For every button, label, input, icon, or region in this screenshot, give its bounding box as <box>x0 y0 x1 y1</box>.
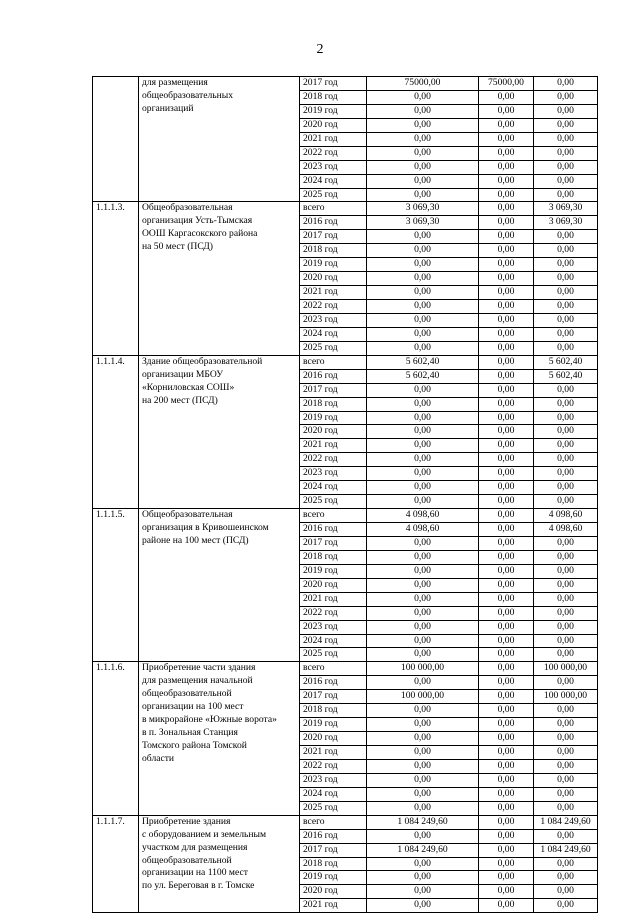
regional-value: 5 602,40 <box>534 355 598 369</box>
federal-value: 0,00 <box>479 606 534 620</box>
item-name-line: для размещения начальной <box>142 675 253 687</box>
federal-value: 0,00 <box>479 690 534 704</box>
period-cell: 2019 год <box>300 718 367 732</box>
period-cell: 2016 год <box>300 829 367 843</box>
federal-value: 0,00 <box>479 704 534 718</box>
table-row <box>93 202 598 216</box>
item-name-line: Томского района Томской <box>142 740 247 751</box>
regional-value: 0,00 <box>534 732 598 746</box>
total-value: 0,00 <box>367 160 479 174</box>
period-cell: 2023 год <box>300 773 367 787</box>
total-value: 0,00 <box>367 578 479 592</box>
regional-value: 3 069,30 <box>534 216 598 230</box>
total-value: 0,00 <box>367 132 479 146</box>
regional-value: 0,00 <box>534 118 598 132</box>
federal-value: 0,00 <box>479 871 534 885</box>
item-name <box>139 815 300 913</box>
federal-value: 0,00 <box>479 439 534 453</box>
regional-value: 0,00 <box>534 397 598 411</box>
federal-value: 0,00 <box>479 550 534 564</box>
federal-value: 75000,00 <box>479 77 534 91</box>
federal-value: 0,00 <box>479 564 534 578</box>
period-cell: 2019 год <box>300 104 367 118</box>
regional-value: 0,00 <box>534 230 598 244</box>
regional-value: 100 000,00 <box>534 690 598 704</box>
regional-value: 3 069,30 <box>534 202 598 216</box>
regional-value: 4 098,60 <box>534 523 598 537</box>
period-cell: 2021 год <box>300 899 367 913</box>
period-cell: 2022 год <box>300 759 367 773</box>
federal-value: 0,00 <box>479 397 534 411</box>
total-value: 0,00 <box>367 634 479 648</box>
period-cell: 2017 год <box>300 690 367 704</box>
table-row <box>93 815 598 829</box>
federal-value: 0,00 <box>479 829 534 843</box>
item-name-line: организация в Кривошеинском <box>142 522 269 533</box>
period-cell: 2017 год <box>300 536 367 550</box>
federal-value: 0,00 <box>479 467 534 481</box>
item-name-line: Общеобразовательная <box>142 509 233 521</box>
regional-value: 0,00 <box>534 258 598 272</box>
period-cell: 2022 год <box>300 146 367 160</box>
federal-value: 0,00 <box>479 634 534 648</box>
item-name-line: ООШ Каргасокского района <box>142 228 258 240</box>
federal-value: 0,00 <box>479 327 534 341</box>
federal-value: 0,00 <box>479 188 534 202</box>
item-name <box>139 662 300 815</box>
period-cell: 2021 год <box>300 746 367 760</box>
period-cell: 2017 год <box>300 230 367 244</box>
total-value: 0,00 <box>367 258 479 272</box>
federal-value: 0,00 <box>479 104 534 118</box>
period-cell: 2021 год <box>300 592 367 606</box>
period-cell: 2025 год <box>300 648 367 662</box>
item-name-line: Здание общеобразовательной <box>142 355 263 367</box>
table-row <box>93 662 598 676</box>
total-value: 0,00 <box>367 676 479 690</box>
federal-value: 0,00 <box>479 885 534 899</box>
item-name-line: общеобразовательных <box>142 89 233 101</box>
period-cell: 2019 год <box>300 411 367 425</box>
federal-value: 0,00 <box>479 787 534 801</box>
period-cell: 2022 год <box>300 453 367 467</box>
federal-value: 0,00 <box>479 300 534 314</box>
total-value: 0,00 <box>367 411 479 425</box>
total-value: 4 098,60 <box>367 509 479 523</box>
federal-value: 0,00 <box>479 676 534 690</box>
period-cell: 2022 год <box>300 606 367 620</box>
item-name-line: на 200 мест (ПСД) <box>142 394 218 406</box>
regional-value: 0,00 <box>534 676 598 690</box>
regional-value: 0,00 <box>534 174 598 188</box>
item-code: 1.1.1.4. <box>93 355 139 508</box>
period-cell: 2019 год <box>300 564 367 578</box>
regional-value: 0,00 <box>534 313 598 327</box>
period-cell: всего <box>300 509 367 523</box>
federal-value: 0,00 <box>479 341 534 355</box>
period-cell: 2016 год <box>300 676 367 690</box>
federal-value: 0,00 <box>479 369 534 383</box>
item-name-line: Общеобразовательная <box>142 202 233 214</box>
regional-value: 0,00 <box>534 272 598 286</box>
period-cell: 2017 год <box>300 383 367 397</box>
period-cell: 2021 год <box>300 286 367 300</box>
item-name-line: организации на 100 мест <box>142 701 244 713</box>
regional-value: 4 098,60 <box>534 509 598 523</box>
period-cell: 2018 год <box>300 397 367 411</box>
regional-value: 0,00 <box>534 759 598 773</box>
regional-value: 0,00 <box>534 787 598 801</box>
regional-value: 0,00 <box>534 495 598 509</box>
regional-value: 0,00 <box>534 871 598 885</box>
regional-value: 1 084 249,60 <box>534 843 598 857</box>
total-value: 0,00 <box>367 829 479 843</box>
federal-value: 0,00 <box>479 732 534 746</box>
period-cell: 2024 год <box>300 634 367 648</box>
federal-value: 0,00 <box>479 592 534 606</box>
total-value: 0,00 <box>367 801 479 815</box>
federal-value: 0,00 <box>479 216 534 230</box>
item-name-line: Приобретение здания <box>142 815 231 827</box>
regional-value: 0,00 <box>534 634 598 648</box>
total-value: 0,00 <box>367 732 479 746</box>
federal-value: 0,00 <box>479 146 534 160</box>
item-name-line: организация Усть-Тымская <box>142 215 253 227</box>
total-value: 0,00 <box>367 606 479 620</box>
item-name-line: общеобразовательной <box>142 688 232 700</box>
period-cell: 2019 год <box>300 871 367 885</box>
total-value: 0,00 <box>367 174 479 188</box>
regional-value: 0,00 <box>534 132 598 146</box>
federal-value: 0,00 <box>479 383 534 397</box>
regional-value: 0,00 <box>534 286 598 300</box>
period-cell: 2020 год <box>300 425 367 439</box>
federal-value: 0,00 <box>479 620 534 634</box>
regional-value: 0,00 <box>534 327 598 341</box>
total-value: 0,00 <box>367 718 479 732</box>
total-value: 0,00 <box>367 146 479 160</box>
period-cell: всего <box>300 662 367 676</box>
item-name-line: области <box>142 752 175 764</box>
total-value: 0,00 <box>367 272 479 286</box>
period-cell: 2020 год <box>300 272 367 286</box>
item-name-line: по ул. Береговая в г. Томске <box>142 880 255 892</box>
period-cell: 2024 год <box>300 327 367 341</box>
federal-value: 0,00 <box>479 718 534 732</box>
federal-value: 0,00 <box>479 523 534 537</box>
federal-value: 0,00 <box>479 118 534 132</box>
federal-value: 0,00 <box>479 425 534 439</box>
period-cell: 2025 год <box>300 341 367 355</box>
federal-value: 0,00 <box>479 481 534 495</box>
total-value: 100 000,00 <box>367 690 479 704</box>
federal-value: 0,00 <box>479 313 534 327</box>
item-name-line: с оборудованием и земельным <box>142 828 267 840</box>
total-value: 0,00 <box>367 244 479 258</box>
total-value: 0,00 <box>367 397 479 411</box>
page-number: 2 <box>316 42 324 57</box>
total-value: 0,00 <box>367 188 479 202</box>
regional-value: 5 602,40 <box>534 369 598 383</box>
period-cell: 2023 год <box>300 160 367 174</box>
total-value: 5 602,40 <box>367 355 479 369</box>
regional-value: 0,00 <box>534 718 598 732</box>
total-value: 0,00 <box>367 495 479 509</box>
item-code: 1.1.1.6. <box>93 662 139 815</box>
period-cell: 2025 год <box>300 495 367 509</box>
federal-value: 0,00 <box>479 272 534 286</box>
federal-value: 0,00 <box>479 815 534 829</box>
period-cell: 2021 год <box>300 439 367 453</box>
period-cell: всего <box>300 815 367 829</box>
regional-value: 0,00 <box>534 550 598 564</box>
federal-value: 0,00 <box>479 160 534 174</box>
total-value: 0,00 <box>367 787 479 801</box>
item-name-line: в п. Зональная Станция <box>142 727 238 739</box>
item-name-line: районе на 100 мест (ПСД) <box>142 534 249 546</box>
regional-value: 0,00 <box>534 620 598 634</box>
regional-value: 0,00 <box>534 467 598 481</box>
period-cell: 2016 год <box>300 523 367 537</box>
regional-value: 0,00 <box>534 899 598 913</box>
total-value: 0,00 <box>367 300 479 314</box>
total-value: 0,00 <box>367 383 479 397</box>
item-name-line: в микрорайоне «Южные ворота» <box>142 714 277 726</box>
total-value: 0,00 <box>367 564 479 578</box>
regional-value: 100 000,00 <box>534 662 598 676</box>
federal-value: 0,00 <box>479 495 534 509</box>
total-value: 0,00 <box>367 773 479 787</box>
regional-value: 0,00 <box>534 481 598 495</box>
table-row <box>93 77 598 91</box>
total-value: 0,00 <box>367 885 479 899</box>
item-name-line: общеобразовательной <box>142 854 232 866</box>
federal-value: 0,00 <box>479 355 534 369</box>
federal-value: 0,00 <box>479 90 534 104</box>
total-value: 0,00 <box>367 313 479 327</box>
period-cell: 2024 год <box>300 787 367 801</box>
federal-value: 0,00 <box>479 759 534 773</box>
total-value: 3 069,30 <box>367 216 479 230</box>
period-cell: 2020 год <box>300 885 367 899</box>
total-value: 0,00 <box>367 899 479 913</box>
federal-value: 0,00 <box>479 857 534 871</box>
federal-value: 0,00 <box>479 286 534 300</box>
regional-value: 0,00 <box>534 592 598 606</box>
federal-value: 0,00 <box>479 662 534 676</box>
period-cell: 2018 год <box>300 244 367 258</box>
item-name-line: участком для размещения <box>142 841 248 853</box>
federal-value: 0,00 <box>479 648 534 662</box>
item-name-line: для размещения <box>142 77 208 88</box>
item-name-line: «Корниловская СОШ» <box>142 381 235 393</box>
regional-value: 0,00 <box>534 244 598 258</box>
total-value: 0,00 <box>367 453 479 467</box>
total-value: 0,00 <box>367 704 479 718</box>
total-value: 0,00 <box>367 648 479 662</box>
total-value: 1 084 249,60 <box>367 843 479 857</box>
federal-value: 0,00 <box>479 174 534 188</box>
regional-value: 1 084 249,60 <box>534 815 598 829</box>
regional-value: 0,00 <box>534 104 598 118</box>
federal-value: 0,00 <box>479 746 534 760</box>
total-value: 0,00 <box>367 550 479 564</box>
period-cell: 2025 год <box>300 188 367 202</box>
item-name <box>139 509 300 662</box>
regional-value: 0,00 <box>534 188 598 202</box>
regional-value: 0,00 <box>534 885 598 899</box>
federal-value: 0,00 <box>479 773 534 787</box>
regional-value: 0,00 <box>534 746 598 760</box>
item-name <box>139 355 300 508</box>
period-cell: 2023 год <box>300 620 367 634</box>
total-value: 0,00 <box>367 327 479 341</box>
regional-value: 0,00 <box>534 453 598 467</box>
period-cell: 2017 год <box>300 77 367 91</box>
federal-value: 0,00 <box>479 899 534 913</box>
total-value: 0,00 <box>367 90 479 104</box>
period-cell: 2024 год <box>300 174 367 188</box>
period-cell: всего <box>300 202 367 216</box>
federal-value: 0,00 <box>479 453 534 467</box>
total-value: 0,00 <box>367 536 479 550</box>
federal-value: 0,00 <box>479 230 534 244</box>
period-cell: 2023 год <box>300 313 367 327</box>
period-cell: 2018 год <box>300 550 367 564</box>
federal-value: 0,00 <box>479 578 534 592</box>
regional-value: 0,00 <box>534 704 598 718</box>
total-value: 3 069,30 <box>367 202 479 216</box>
total-value: 4 098,60 <box>367 523 479 537</box>
total-value: 0,00 <box>367 286 479 300</box>
total-value: 0,00 <box>367 425 479 439</box>
regional-value: 0,00 <box>534 536 598 550</box>
total-value: 75000,00 <box>367 77 479 91</box>
table-row <box>93 355 598 369</box>
period-cell: 2017 год <box>300 843 367 857</box>
total-value: 0,00 <box>367 481 479 495</box>
federal-value: 0,00 <box>479 202 534 216</box>
regional-value: 0,00 <box>534 383 598 397</box>
total-value: 0,00 <box>367 230 479 244</box>
item-name-line: организации МБОУ <box>142 368 224 380</box>
budget-table <box>92 76 598 913</box>
item-code: 1.1.1.5. <box>93 509 139 662</box>
item-code: 1.1.1.7. <box>93 815 139 913</box>
period-cell: 2023 год <box>300 467 367 481</box>
regional-value: 0,00 <box>534 564 598 578</box>
total-value: 0,00 <box>367 759 479 773</box>
federal-value: 0,00 <box>479 801 534 815</box>
total-value: 0,00 <box>367 341 479 355</box>
period-cell: 2018 год <box>300 90 367 104</box>
item-name <box>139 77 300 202</box>
item-name-line: организаций <box>142 102 194 114</box>
federal-value: 0,00 <box>479 536 534 550</box>
regional-value: 0,00 <box>534 77 598 91</box>
period-cell: 2025 год <box>300 801 367 815</box>
period-cell: 2024 год <box>300 481 367 495</box>
regional-value: 0,00 <box>534 439 598 453</box>
total-value: 0,00 <box>367 871 479 885</box>
regional-value: 0,00 <box>534 648 598 662</box>
item-name-line: организации на 1100 мест <box>142 867 248 879</box>
total-value: 0,00 <box>367 104 479 118</box>
total-value: 1 084 249,60 <box>367 815 479 829</box>
total-value: 5 602,40 <box>367 369 479 383</box>
regional-value: 0,00 <box>534 341 598 355</box>
period-cell: 2019 год <box>300 258 367 272</box>
item-code <box>93 77 139 202</box>
item-code: 1.1.1.3. <box>93 202 139 355</box>
regional-value: 0,00 <box>534 300 598 314</box>
item-name <box>139 202 300 355</box>
item-name-line: Приобретение части здания <box>142 662 256 674</box>
period-cell: 2018 год <box>300 857 367 871</box>
federal-value: 0,00 <box>479 411 534 425</box>
period-cell: всего <box>300 355 367 369</box>
regional-value: 0,00 <box>534 829 598 843</box>
regional-value: 0,00 <box>534 160 598 174</box>
total-value: 0,00 <box>367 592 479 606</box>
regional-value: 0,00 <box>534 146 598 160</box>
period-cell: 2020 год <box>300 578 367 592</box>
total-value: 0,00 <box>367 439 479 453</box>
item-name-line: на 50 мест (ПСД) <box>142 241 213 253</box>
federal-value: 0,00 <box>479 258 534 272</box>
regional-value: 0,00 <box>534 578 598 592</box>
regional-value: 0,00 <box>534 411 598 425</box>
federal-value: 0,00 <box>479 132 534 146</box>
period-cell: 2021 год <box>300 132 367 146</box>
table-row <box>93 509 598 523</box>
budget-table-body <box>93 77 598 913</box>
total-value: 100 000,00 <box>367 662 479 676</box>
regional-value: 0,00 <box>534 606 598 620</box>
total-value: 0,00 <box>367 467 479 481</box>
total-value: 0,00 <box>367 620 479 634</box>
period-cell: 2020 год <box>300 732 367 746</box>
period-cell: 2020 год <box>300 118 367 132</box>
period-cell: 2018 год <box>300 704 367 718</box>
federal-value: 0,00 <box>479 244 534 258</box>
total-value: 0,00 <box>367 746 479 760</box>
period-cell: 2022 год <box>300 300 367 314</box>
period-cell: 2016 год <box>300 216 367 230</box>
regional-value: 0,00 <box>534 773 598 787</box>
total-value: 0,00 <box>367 118 479 132</box>
total-value: 0,00 <box>367 857 479 871</box>
period-cell: 2016 год <box>300 369 367 383</box>
federal-value: 0,00 <box>479 509 534 523</box>
regional-value: 0,00 <box>534 857 598 871</box>
regional-value: 0,00 <box>534 801 598 815</box>
regional-value: 0,00 <box>534 425 598 439</box>
federal-value: 0,00 <box>479 843 534 857</box>
regional-value: 0,00 <box>534 90 598 104</box>
